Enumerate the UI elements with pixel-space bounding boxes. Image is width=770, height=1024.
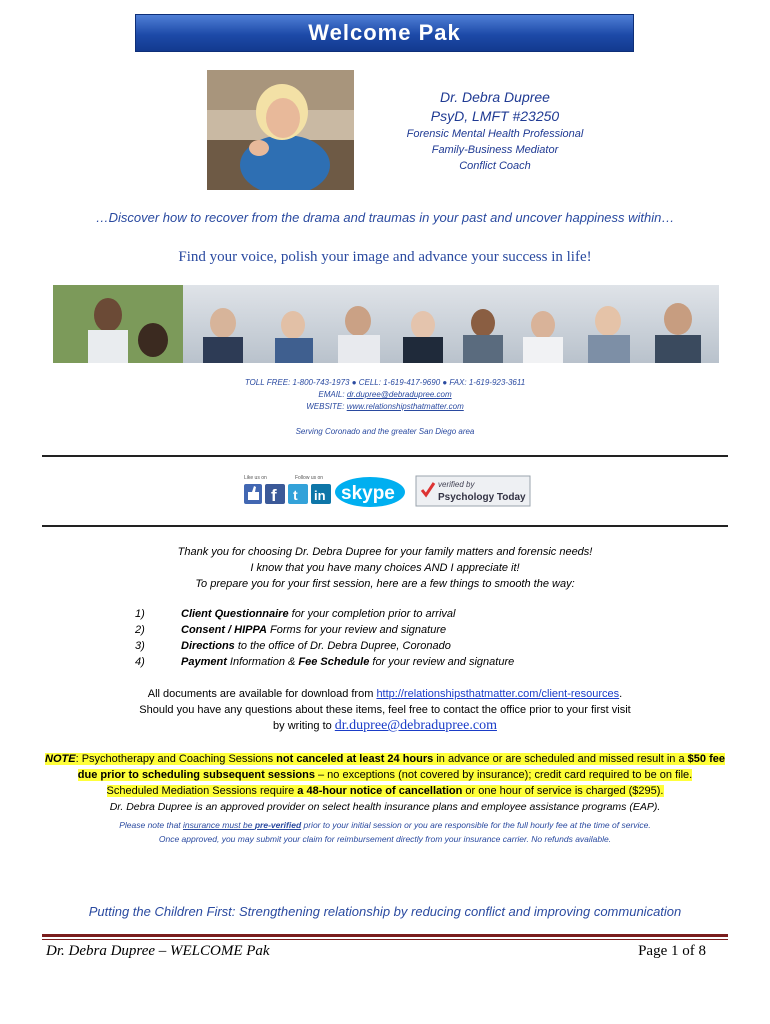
follow-us-text: Follow us on [295, 475, 324, 481]
twitter-icon[interactable] [288, 484, 308, 504]
list-item [135, 606, 655, 622]
page-number: Page 1 of 8 [638, 943, 706, 959]
thanks-line-1: Thank you for choosing Dr. Debra Dupree for your family matters and forensic needs! [177, 546, 593, 558]
list-item-text: to the office of Dr. Debra Dupree, Coronado [234, 640, 451, 652]
voice-tagline: Find your voice, polish your image and advance your success in life! [178, 249, 592, 265]
list-item-bold-2: Fee Schedule [298, 656, 370, 668]
phone-numbers: TOLL FREE: 1-800-743-1973 ● CELL: 1-619-417-9690 ● FAX: 1-619-923-3611 [244, 378, 526, 387]
serving-area: Serving Coronado and the greater San Diego area [295, 427, 475, 436]
doctor-name: Dr. Debra Dupree [440, 89, 550, 105]
psychology-today-badge[interactable] [416, 476, 530, 506]
note-label: NOTE [45, 753, 76, 765]
website-link[interactable]: www.relationshipsthatmatter.com [346, 402, 464, 411]
skype-icon[interactable] [335, 477, 405, 507]
insurance-preverified: pre-verified [254, 820, 302, 830]
verified-by-text: verified by [438, 480, 475, 489]
insurance-text: prior to your initial session or you are responsible for the full hourly fee at the time of service. [301, 820, 651, 830]
footer-rule [42, 934, 728, 937]
list-item-text: Forms for your review and signature [266, 624, 447, 636]
email-label: EMAIL: [318, 390, 345, 399]
divider-top [42, 455, 728, 457]
preparation-list [135, 606, 655, 670]
insurance-text: Please note that [119, 820, 184, 830]
footer-title: Dr. Debra Dupree – WELCOME Pak [46, 943, 270, 959]
list-number: 3) [135, 640, 145, 652]
note-text: – no exceptions (not covered by insurance); credit card required to be on file. [314, 769, 693, 781]
cancellation-note [44, 751, 726, 799]
svg-text:t: t [293, 487, 298, 503]
thank-you-block [0, 544, 770, 592]
thanks-line-2: I know that you have many choices AND I appreciate it! [250, 562, 520, 574]
discover-tagline: …Discover how to recover from the drama and traumas in your past and uncover happiness within… [95, 210, 675, 225]
svg-text:f: f [271, 486, 277, 505]
doctor-credentials: PsyD, LMFT #23250 [430, 108, 560, 124]
welcome-banner [135, 14, 634, 52]
client-resources-link[interactable]: http://relationshipsthatmatter.com/client-resources [376, 688, 620, 700]
documents-block [0, 686, 770, 734]
bio-block [380, 88, 610, 174]
note-text: or one hour of service is charged ($295). [462, 785, 664, 797]
list-item-text-2: for your review and signature [369, 656, 515, 668]
list-item-bold: Consent / HIPPA [181, 624, 267, 636]
divider-bottom [42, 525, 728, 527]
note-text: : Psychotherapy and Coaching Sessions [75, 753, 277, 765]
contact-email-link[interactable]: dr.dupree@debradupree.com [334, 718, 497, 733]
role-3: Conflict Coach [459, 160, 531, 172]
svg-text:in: in [314, 488, 326, 503]
footer-rule-thin [42, 939, 728, 940]
thumbs-up-icon[interactable] [244, 484, 262, 504]
docs-line-3 [0, 718, 770, 734]
role-2: Family-Business Mediator [431, 144, 559, 156]
list-item [135, 638, 655, 654]
portrait-photo [207, 70, 354, 190]
website-label: WEBSITE: [306, 402, 345, 411]
insurance-underlined: insurance must be [183, 820, 255, 830]
facebook-icon[interactable] [265, 484, 285, 505]
contact-block [0, 377, 770, 413]
docs-period: . [619, 688, 623, 700]
list-number: 4) [135, 656, 145, 668]
list-number: 1) [135, 608, 145, 620]
linkedin-icon[interactable] [311, 484, 331, 504]
insurance-note [40, 818, 730, 846]
role-1: Forensic Mental Health Professional [406, 128, 584, 140]
list-number: 2) [135, 624, 145, 636]
social-bar [240, 470, 540, 512]
list-item-bold: Payment [181, 656, 227, 668]
thanks-line-3: To prepare you for your first session, here are a few things to smooth the way: [195, 578, 575, 590]
note-fee: $50 fee due prior to scheduling subsequent sessions [77, 753, 725, 781]
note-bold: not canceled at least 24 hours [276, 753, 434, 765]
docs-text: All documents are available for download from [147, 688, 377, 700]
list-item-text: Information & [226, 656, 299, 668]
children-first-tagline: Putting the Children First: Strengthening relationship by reducing conflict and improving communication [88, 904, 682, 919]
note-text: in advance or are scheduled and missed result in a [433, 753, 688, 765]
list-item-bold: Client Questionnaire [181, 608, 289, 620]
skype-text: skype [341, 483, 395, 504]
list-item-text: for your completion prior to arrival [288, 608, 456, 620]
docs-text: by writing to [273, 720, 335, 732]
email-line [0, 389, 770, 401]
insurance-line-2: Once approved, you may submit your claim for reimbursement directly from your insurance carrier. No refunds available. [158, 834, 612, 844]
website-line [0, 401, 770, 413]
docs-line-1 [0, 686, 770, 702]
list-item-bold: Directions [181, 640, 235, 652]
eap-statement: Dr. Debra Dupree is an approved provider on select health insurance plans and employee assistance programs (EAP). [109, 801, 661, 813]
like-us-text: Like us on [244, 475, 267, 481]
note-bold: a 48-hour notice of cancellation [297, 785, 463, 797]
psychology-today-text: Psychology Today [438, 492, 526, 503]
list-item [135, 654, 655, 670]
people-photo-strip [53, 285, 719, 363]
banner-title: Welcome Pak [308, 20, 461, 45]
docs-line-2: Should you have any questions about these items, feel free to contact the office prior to your first visit [139, 704, 631, 716]
list-item [135, 622, 655, 638]
email-link[interactable]: dr.dupree@debradupree.com [346, 390, 452, 399]
note-text: Scheduled Mediation Sessions require [106, 785, 298, 797]
